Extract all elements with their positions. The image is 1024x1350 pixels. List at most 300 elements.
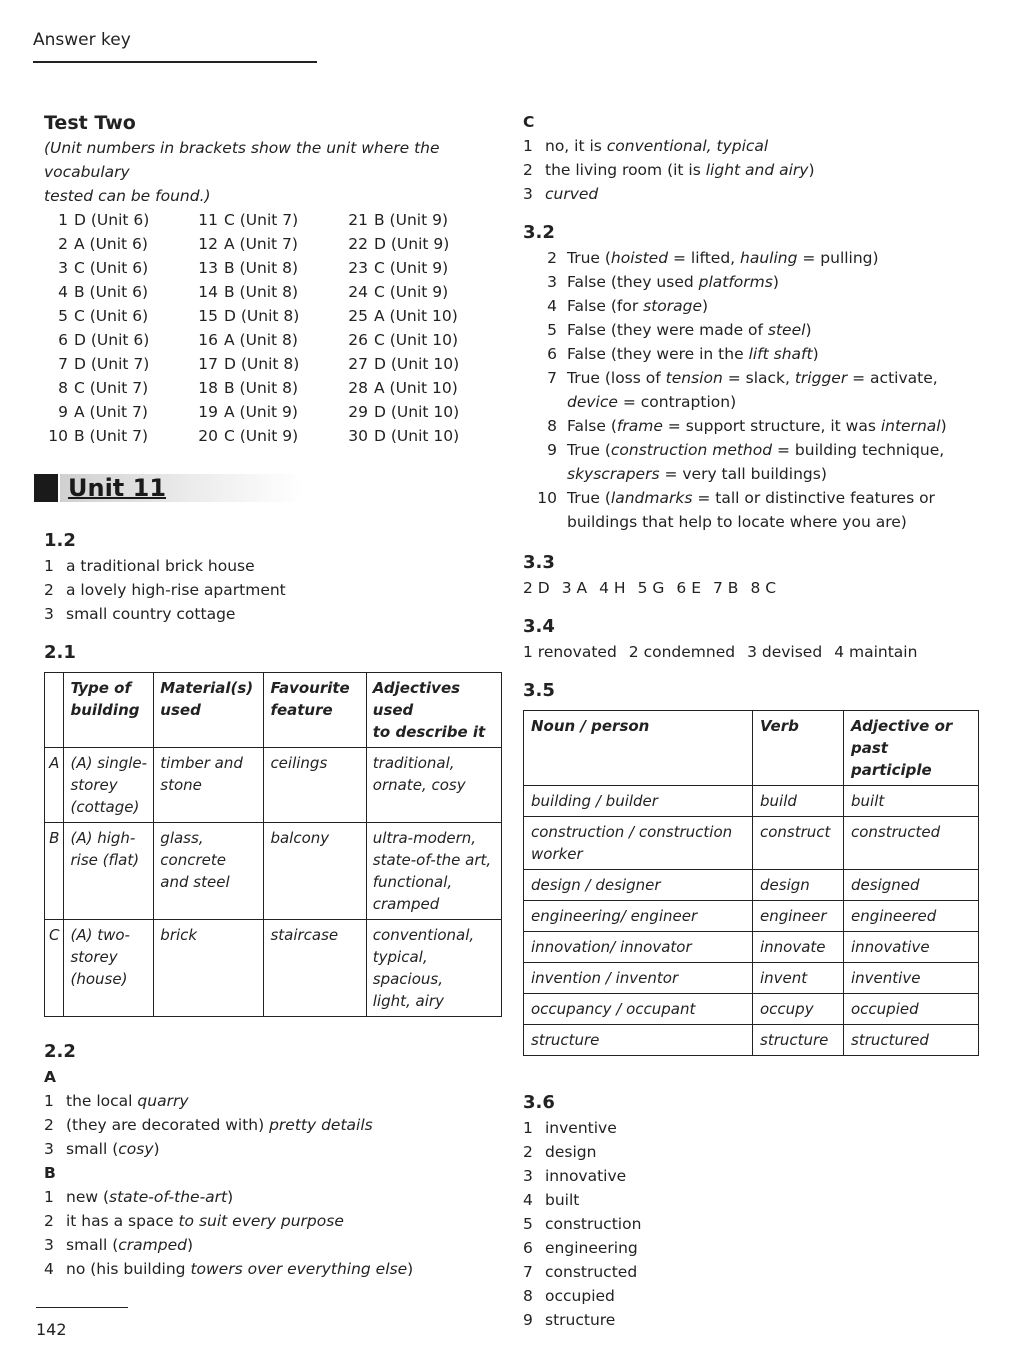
list-item: [44, 1137, 502, 1161]
text-segment: ): [186, 1236, 194, 1254]
test-answer: [44, 304, 194, 328]
text-segment: no, it is: [545, 137, 607, 155]
inline-answer: 6 E: [676, 579, 701, 597]
italic-segment: cosy: [118, 1140, 154, 1158]
row-label: C: [45, 920, 64, 1017]
italic-segment: conventional, typical: [606, 137, 769, 155]
cell-line: (A) single-: [70, 754, 148, 772]
text-segment: ): [702, 297, 709, 315]
section-3-6-title: 3.6: [523, 1092, 555, 1113]
section-2-1-title: 2.1: [44, 642, 76, 663]
text-segment: it has a space: [66, 1212, 179, 1230]
test-answer-value: C (Unit 9): [374, 283, 449, 301]
list-item: [523, 438, 993, 486]
header-line: Adjectives used: [372, 679, 461, 719]
test-answer-value: D (Unit 10): [374, 403, 460, 421]
test-answer: [194, 352, 344, 376]
table-cell-noun: [524, 817, 753, 870]
test-answer-value: D (Unit 8): [224, 307, 300, 325]
test-answer: [44, 280, 194, 304]
item-number: 6: [547, 345, 557, 363]
test-answer-number: 13: [198, 259, 218, 277]
section-2-1-table: [44, 672, 502, 1017]
section-2-2-a-list: [44, 1089, 502, 1161]
test-answer-value: C (Unit 9): [224, 427, 299, 445]
list-item: [44, 554, 502, 578]
table-cell-verb: invent: [753, 963, 844, 994]
table-header-cell: [366, 673, 501, 748]
test-answer: [44, 208, 194, 232]
table-cell-noun: [524, 932, 753, 963]
test-answer: [44, 352, 194, 376]
test-answer-number: 1: [58, 211, 68, 229]
item-number: 1: [523, 137, 533, 155]
list-item: [523, 1140, 993, 1164]
test-answer-value: C (Unit 9): [374, 259, 449, 277]
item-text: structure: [545, 1311, 616, 1329]
text-segment: = activate,: [847, 369, 938, 387]
item-text: small country cottage: [66, 605, 236, 623]
item-line: [567, 366, 938, 390]
text-segment: = pulling): [797, 249, 879, 267]
italic-segment: curved: [545, 185, 599, 203]
table-row: [45, 920, 502, 1017]
item-number: 3: [44, 605, 54, 623]
item-number: 10: [537, 489, 557, 507]
list-item: [523, 342, 993, 366]
item-number: 4: [547, 297, 557, 315]
text-segment: ): [940, 417, 947, 435]
cell-line: staircase: [270, 926, 339, 944]
cell-line: cramped: [372, 895, 440, 913]
list-item: [44, 1089, 502, 1113]
italic-segment: pretty details: [269, 1116, 373, 1134]
item-text: [66, 1257, 413, 1281]
table-cell-noun: [524, 870, 753, 901]
text-segment: False (they were in the: [567, 345, 749, 363]
cell-line: functional,: [372, 873, 453, 891]
table-cell-adjective: engineered: [844, 901, 979, 932]
test-answer: [344, 376, 494, 400]
section-2-2-b-list: [44, 1185, 502, 1281]
section-3-4-answers: [523, 640, 993, 664]
test-answer: [194, 208, 344, 232]
header-line: feature: [270, 701, 333, 719]
table-header-cell: [64, 673, 154, 748]
item-text: [66, 1209, 344, 1233]
inline-answer: 2 D: [523, 579, 550, 597]
test-answer: [194, 328, 344, 352]
list-item: [44, 602, 502, 626]
test-answer-number: 4: [58, 283, 68, 301]
header-line: Favourite: [270, 679, 350, 697]
test-answer-value: D (Unit 10): [374, 355, 460, 373]
row-label: A: [45, 748, 64, 823]
cell-line: (A) high-: [70, 829, 136, 847]
table-cell-noun: [524, 994, 753, 1025]
test-answer-value: A (Unit 8): [224, 331, 298, 349]
text-segment: = lifted,: [668, 249, 741, 267]
test-answer-number: 21: [348, 211, 368, 229]
list-item: [523, 1212, 993, 1236]
italic-segment: cramped: [118, 1236, 187, 1254]
italic-segment: light and airy: [705, 161, 809, 179]
list-item: [523, 366, 993, 414]
text-segment: ): [772, 273, 779, 291]
section-3-2-title: 3.2: [523, 222, 555, 243]
italic-segment: to suit every purpose: [178, 1212, 344, 1230]
unit-title: Unit 11: [68, 474, 167, 502]
cell-line: light, airy: [372, 992, 444, 1010]
text-segment: True (: [567, 489, 611, 507]
table-cell-verb: structure: [753, 1025, 844, 1056]
inline-answer: 3 A: [561, 579, 588, 597]
text-segment: ): [812, 345, 819, 363]
item-number: 3: [547, 273, 557, 291]
item-number: 9: [523, 1311, 533, 1329]
item-line: [567, 438, 944, 462]
table-cell-verb: occupy: [753, 994, 844, 1025]
inline-answer: 4 maintain: [834, 643, 918, 661]
item-text: innovative: [545, 1167, 627, 1185]
item-text: design: [545, 1143, 597, 1161]
test-answer-value: B (Unit 7): [74, 427, 148, 445]
cell-line: glass,: [160, 829, 204, 847]
test-answer-value: D (Unit 6): [74, 331, 150, 349]
table-row: [524, 994, 979, 1025]
cell-line: innovation/ innovator: [531, 938, 692, 956]
test-answer-number: 17: [198, 355, 218, 373]
table-cell-noun: [524, 786, 753, 817]
header-title: Answer key: [33, 30, 131, 50]
test-answer-number: 15: [198, 307, 218, 325]
header-line: Adjective or: [851, 717, 953, 735]
section-3-2-list: [523, 246, 993, 534]
table-cell-feature: [264, 823, 366, 920]
cell-line: (cottage): [70, 798, 140, 816]
test-answer-number: 2: [58, 235, 68, 253]
table-header-cell: [264, 673, 366, 748]
table-cell-adjective: structured: [844, 1025, 979, 1056]
inline-answer: 2 condemned: [628, 643, 736, 661]
table-row: [524, 817, 979, 870]
item-text: [66, 1185, 233, 1209]
test-answer-number: 30: [348, 427, 368, 445]
item-body: [567, 486, 935, 534]
section-c-list: [523, 134, 993, 206]
italic-segment: hauling: [740, 249, 798, 267]
test-answer-number: 20: [198, 427, 218, 445]
test-answer: [44, 424, 194, 448]
item-number: 2: [44, 581, 54, 599]
table-cell-feature: [264, 920, 366, 1017]
italic-segment: state-of-the-art: [109, 1188, 228, 1206]
table-cell-material: [154, 748, 264, 823]
header-line: Noun / person: [531, 717, 650, 735]
item-line: [567, 414, 947, 438]
table-cell-noun: [524, 963, 753, 994]
test-answer-number: 8: [58, 379, 68, 397]
test-answer-value: A (Unit 10): [374, 307, 458, 325]
section-3-3-title: 3.3: [523, 552, 555, 573]
item-number: 5: [547, 321, 557, 339]
section-3-6-list: [523, 1116, 993, 1332]
right-column: [523, 110, 993, 1332]
table-cell-verb: innovate: [753, 932, 844, 963]
item-body: [567, 294, 708, 318]
header-line: Type of: [70, 679, 131, 697]
test-answer-number: 29: [348, 403, 368, 421]
test-answer-number: 6: [58, 331, 68, 349]
item-number: 3: [44, 1236, 54, 1254]
table-cell-adjective: innovative: [844, 932, 979, 963]
text-segment: = very tall buildings): [659, 465, 827, 483]
row-label: B: [45, 823, 64, 920]
test-answer: [44, 328, 194, 352]
test-answer: [344, 208, 494, 232]
text-segment: (they are decorated with): [66, 1116, 270, 1134]
text-segment: = slack,: [722, 369, 795, 387]
item-text: [66, 1113, 373, 1137]
item-number: 6: [523, 1239, 533, 1257]
item-line: [567, 390, 938, 414]
item-text: construction: [545, 1215, 642, 1233]
table-cell-adjective: designed: [844, 870, 979, 901]
test-answer-number: 25: [348, 307, 368, 325]
test-answer-value: B (Unit 9): [374, 211, 448, 229]
item-body: [567, 366, 938, 414]
item-number: 5: [523, 1215, 533, 1233]
table-header-cell: [844, 711, 979, 786]
table-cell-verb: design: [753, 870, 844, 901]
table-row: [524, 1025, 979, 1056]
table-cell-material: [154, 823, 264, 920]
test-answer-number: 9: [58, 403, 68, 421]
test-two-title: Test Two: [44, 112, 136, 134]
test-answer-number: 27: [348, 355, 368, 373]
inline-answer: 1 renovated: [523, 643, 617, 661]
item-text: [66, 1233, 193, 1257]
test-answer-number: 26: [348, 331, 368, 349]
test-answer: [194, 232, 344, 256]
cell-line: state-of-the art,: [372, 851, 492, 869]
item-text: [66, 1089, 189, 1113]
test-two-answers: [44, 208, 502, 448]
text-segment: ): [805, 321, 812, 339]
list-item: [44, 1233, 502, 1257]
list-item: [523, 294, 993, 318]
item-text: a traditional brick house: [66, 557, 255, 575]
table-row: [524, 932, 979, 963]
section-c-label: C: [523, 113, 535, 131]
cell-line: occupancy / occupant: [531, 1000, 696, 1018]
header-line: to describe it: [372, 723, 486, 741]
test-answer-value: C (Unit 7): [74, 379, 149, 397]
item-text: a lovely high-rise apartment: [66, 581, 286, 599]
table-cell-adjectives: [366, 748, 501, 823]
italic-segment: storage: [643, 297, 703, 315]
item-number: 3: [44, 1140, 54, 1158]
table-cell-verb: build: [753, 786, 844, 817]
test-answer-value: C (Unit 6): [74, 259, 149, 277]
table-cell-adjective: built: [844, 786, 979, 817]
list-item: [523, 246, 993, 270]
item-text: engineering: [545, 1239, 638, 1257]
item-line: [567, 294, 708, 318]
table-row: [45, 748, 502, 823]
cell-line: and steel: [160, 873, 230, 891]
test-answer-number: 18: [198, 379, 218, 397]
test-answer-value: A (Unit 6): [74, 235, 148, 253]
cell-line: ornate, cosy: [372, 776, 466, 794]
cell-line: brick: [160, 926, 198, 944]
section-2-2-b-label: B: [44, 1164, 56, 1182]
section-3-5-title: 3.5: [523, 680, 555, 701]
inline-answer: 7 B: [713, 579, 739, 597]
cell-line: conventional,: [372, 926, 475, 944]
list-item: [44, 1113, 502, 1137]
test-answer: [344, 400, 494, 424]
cell-line: typical, spacious,: [372, 948, 443, 988]
cell-line: storey: [70, 948, 118, 966]
italic-segment: steel: [767, 321, 806, 339]
item-number: 2: [44, 1212, 54, 1230]
cell-line: stone: [160, 776, 202, 794]
cell-line: construction / construction: [531, 823, 733, 841]
table-row: [524, 901, 979, 932]
list-item: [523, 1188, 993, 1212]
text-segment: small (: [66, 1140, 119, 1158]
item-number: 4: [44, 1260, 54, 1278]
item-number: 8: [523, 1287, 533, 1305]
test-answer-number: 19: [198, 403, 218, 421]
list-item: [44, 1185, 502, 1209]
list-item: [44, 1257, 502, 1281]
cell-line: storey: [70, 776, 118, 794]
table-header-cell: [524, 711, 753, 786]
text-segment: = building technique,: [772, 441, 945, 459]
table-row: [524, 870, 979, 901]
cell-line: balcony: [270, 829, 330, 847]
test-answer-value: C (Unit 6): [74, 307, 149, 325]
test-answer-value: B (Unit 8): [224, 379, 298, 397]
test-answer-value: D (Unit 8): [224, 355, 300, 373]
inline-answer: 4 H: [599, 579, 626, 597]
test-two-note-line1: (Unit numbers in brackets show the unit where the vocabulary: [44, 139, 440, 181]
header-line: past participle: [851, 739, 932, 779]
item-text: occupied: [545, 1287, 615, 1305]
test-answer-number: 22: [348, 235, 368, 253]
test-answer: [44, 376, 194, 400]
item-text: built: [545, 1191, 580, 1209]
table-cell-material: [154, 920, 264, 1017]
inline-answer: 3 devised: [747, 643, 823, 661]
text-segment: True (: [567, 249, 611, 267]
header-line: used: [160, 701, 201, 719]
item-body: [567, 270, 779, 294]
list-item: [523, 1308, 993, 1332]
cell-line: building / builder: [531, 792, 658, 810]
page-number: 142: [36, 1320, 67, 1339]
test-answer: [344, 304, 494, 328]
text-segment: ): [227, 1188, 234, 1206]
item-line: [567, 510, 935, 534]
test-answer-value: A (Unit 9): [224, 403, 298, 421]
italic-segment: device: [567, 393, 618, 411]
test-answer-value: D (Unit 10): [374, 427, 460, 445]
text-segment: ): [153, 1140, 160, 1158]
item-line: [567, 486, 935, 510]
table-cell-adjectives: [366, 823, 501, 920]
footer-rule: [36, 1307, 128, 1308]
test-answer: [344, 424, 494, 448]
cell-line: rise (flat): [70, 851, 140, 869]
cell-line: design / designer: [531, 876, 661, 894]
italic-segment: hoisted: [610, 249, 669, 267]
test-answer: [344, 256, 494, 280]
list-item: [523, 414, 993, 438]
text-segment: ): [808, 161, 815, 179]
text-segment: True (loss of: [567, 369, 666, 387]
italic-segment: trigger: [794, 369, 848, 387]
item-number: 1: [523, 1119, 533, 1137]
list-item: [523, 1116, 993, 1140]
cell-line: ultra-modern,: [372, 829, 477, 847]
item-number: 2: [44, 1116, 54, 1134]
text-segment: new (: [66, 1188, 110, 1206]
list-item: [523, 1260, 993, 1284]
list-item: [44, 1209, 502, 1233]
cell-line: worker: [531, 845, 583, 863]
test-answer-value: C (Unit 7): [224, 211, 299, 229]
test-answer: [344, 328, 494, 352]
test-answer-number: 5: [58, 307, 68, 325]
item-number: 2: [523, 1143, 533, 1161]
test-answer: [194, 424, 344, 448]
test-answer: [344, 352, 494, 376]
list-item: [523, 1164, 993, 1188]
item-line: [567, 246, 879, 270]
text-segment: no (his building: [66, 1260, 191, 1278]
item-line: [567, 318, 812, 342]
item-line: [567, 270, 779, 294]
test-answer: [44, 232, 194, 256]
list-item: [523, 1284, 993, 1308]
test-answer-number: 12: [198, 235, 218, 253]
unit-banner: [34, 470, 304, 504]
table-cell-feature: [264, 748, 366, 823]
cell-line: (house): [70, 970, 128, 988]
item-body: [567, 246, 879, 270]
item-body: [567, 414, 947, 438]
cell-line: concrete: [160, 851, 226, 869]
table-cell-adjective: constructed: [844, 817, 979, 870]
list-item: [523, 270, 993, 294]
italic-segment: towers over everything else: [190, 1260, 408, 1278]
italic-segment: tension: [665, 369, 723, 387]
test-answer: [44, 256, 194, 280]
table-cell-adjective: inventive: [844, 963, 979, 994]
item-text: [545, 134, 768, 158]
table-cell-adjectives: [366, 920, 501, 1017]
table-cell-noun: [524, 901, 753, 932]
test-answer: [344, 232, 494, 256]
cell-line: traditional,: [372, 754, 455, 772]
section-1-2-title: 1.2: [44, 530, 76, 551]
item-number: 8: [547, 417, 557, 435]
test-answer-number: 3: [58, 259, 68, 277]
item-number: 7: [547, 369, 557, 387]
